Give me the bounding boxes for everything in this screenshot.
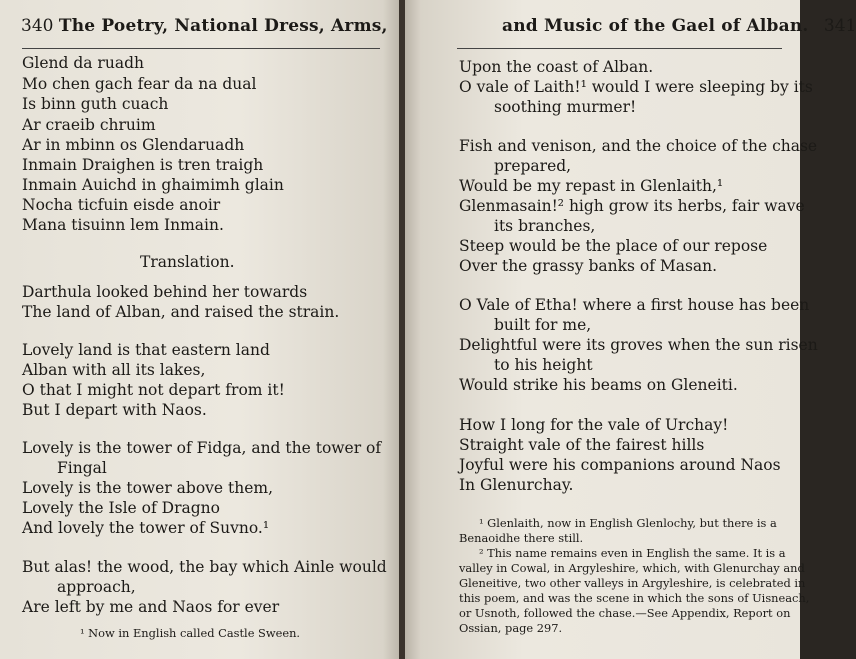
gaelic-line: Mo chen gach fear da na dual bbox=[22, 75, 257, 93]
verse-line: But I depart with Naos. bbox=[22, 401, 207, 419]
verse-line: O Vale of Etha! where a first house has been bbox=[459, 296, 810, 314]
right-footnote-line: valley in Cowal, in Argyleshire, which, with Glenurchay and bbox=[459, 561, 805, 575]
gaelic-line: Ar in mbinn os Glendaruadh bbox=[22, 136, 245, 154]
verse-line: Darthula looked behind her towards bbox=[22, 283, 308, 301]
left-header-rule bbox=[22, 48, 380, 49]
verse-line: O vale of Laith!¹ would I were sleeping by its bbox=[459, 78, 813, 96]
gaelic-line: Is binn guth cuach bbox=[22, 95, 169, 113]
left-page-header bbox=[21, 16, 388, 36]
gaelic-line: Glend da ruadh bbox=[22, 54, 144, 72]
verse-line: to his height bbox=[494, 356, 593, 374]
verse-line: Would strike his beams on Gleneiti. bbox=[459, 376, 738, 394]
right-running-title: and Music of the Gael of Alban. bbox=[502, 16, 809, 36]
verse-line: Fingal bbox=[57, 459, 107, 477]
verse-line: O that I might not depart from it! bbox=[22, 381, 285, 399]
verse-line: Alban with all its lakes, bbox=[22, 361, 206, 379]
verse-line: Lovely is the tower above them, bbox=[22, 479, 274, 497]
right-footnote-line: ² This name remains even in English the same. It is a bbox=[479, 546, 786, 560]
verse-line: Glenmasain!² high grow its herbs, fair wave bbox=[459, 197, 805, 215]
verse-line: How I long for the vale of Urchay! bbox=[459, 416, 729, 434]
gaelic-line: Inmain Auichd in ghaimimh glain bbox=[22, 176, 284, 194]
verse-line: Are left by me and Naos for ever bbox=[22, 598, 280, 616]
right-footnote-line: Benaoidhe there still. bbox=[459, 531, 584, 545]
right-footnote-line: this poem, and was the scene in which the sons of Uisneach, bbox=[459, 591, 810, 605]
gaelic-line: Inmain Draighen is tren traigh bbox=[22, 156, 264, 174]
right-footnote-line: or Usnoth, followed the chase.—See Appendix, Report on bbox=[459, 606, 791, 620]
verse-line: And lovely the tower of Suvno.¹ bbox=[22, 519, 270, 537]
left-running-title: The Poetry, National Dress, Arms, bbox=[58, 16, 388, 36]
verse-line: Lovely is the tower of Fidga, and the tower of bbox=[22, 439, 382, 457]
gaelic-line: Ar craeib chruim bbox=[22, 116, 156, 134]
verse-line: Over the grassy banks of Masan. bbox=[459, 257, 718, 275]
verse-line: prepared, bbox=[494, 157, 572, 175]
verse-line: In Glenurchay. bbox=[459, 476, 574, 494]
verse-line: Lovely land is that eastern land bbox=[22, 341, 270, 359]
right-header-rule bbox=[457, 48, 782, 49]
right-page-header bbox=[502, 16, 856, 36]
left-footnote: ¹ Now in English called Castle Sween. bbox=[80, 626, 301, 640]
verse-line: Delightful were its groves when the sun risen bbox=[459, 336, 818, 354]
right-page bbox=[405, 0, 856, 659]
verse-line: its branches, bbox=[494, 217, 596, 235]
verse-line: The land of Alban, and raised the strain. bbox=[22, 303, 340, 321]
verse-line: built for me, bbox=[494, 316, 592, 334]
verse-line: Fish and venison, and the choice of the chase bbox=[459, 137, 818, 155]
right-footnote-line: Gleneitive, two other valleys in Argyleshire, is celebrated in bbox=[459, 576, 806, 590]
verse-line: Straight vale of the fairest hills bbox=[459, 436, 705, 454]
right-footnote-line: ¹ Glenlaith, now in English Glenlochy, but there is a bbox=[479, 516, 777, 530]
gaelic-line: Nocha ticfuin eisde anoir bbox=[22, 196, 221, 214]
verse-line: Joyful were his companions around Naos bbox=[459, 456, 781, 474]
verse-line: soothing murmer! bbox=[494, 98, 637, 116]
translation-heading: Translation. bbox=[140, 253, 235, 271]
left-page bbox=[0, 0, 399, 659]
verse-line: Upon the coast of Alban. bbox=[459, 58, 654, 76]
gaelic-line: Mana tisuinn lem Inmain. bbox=[22, 216, 224, 234]
verse-line: Steep would be the place of our repose bbox=[459, 237, 768, 255]
verse-line: approach, bbox=[57, 578, 136, 596]
verse-line: But alas! the wood, the bay which Ainle would bbox=[22, 558, 387, 576]
right-footnote-line: Ossian, page 297. bbox=[459, 621, 563, 635]
verse-line: Would be my repast in Glenlaith,¹ bbox=[459, 177, 724, 195]
left-page-number: 340 bbox=[21, 16, 54, 36]
right-page-number: 341 bbox=[823, 16, 856, 36]
verse-line: Lovely the Isle of Dragno bbox=[22, 499, 220, 517]
